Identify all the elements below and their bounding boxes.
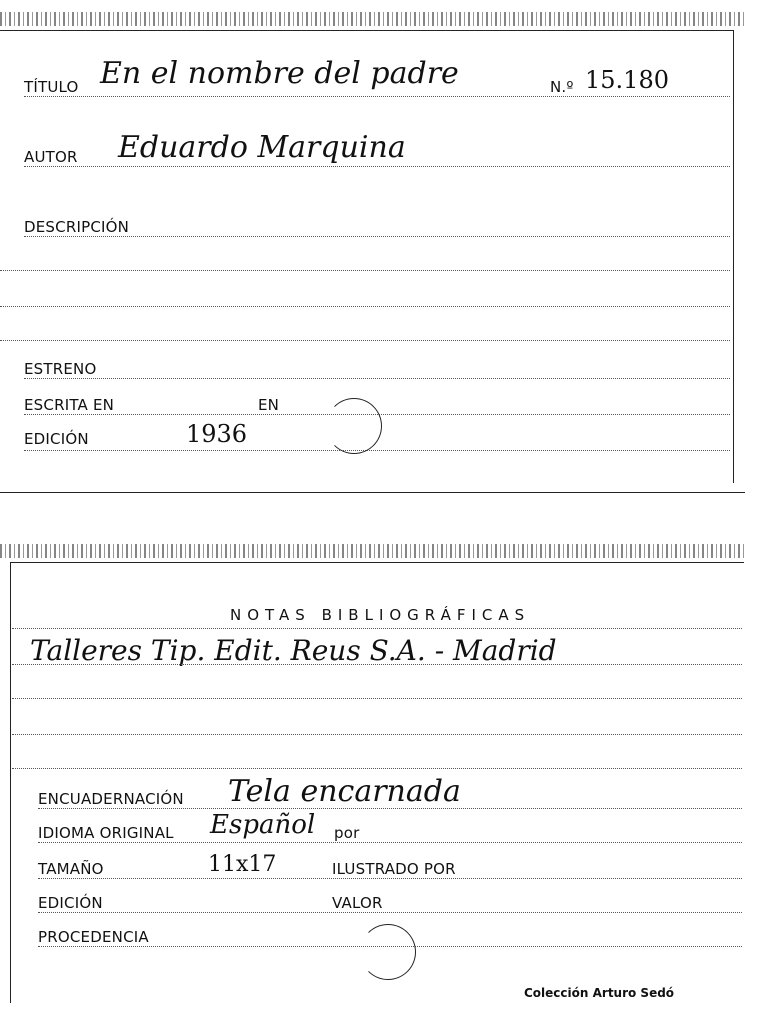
encuadernacion-label: ENCUADERNACIÓN (38, 790, 184, 808)
collection-credit: Colección Arturo Sedó (524, 986, 675, 1000)
card-separator-line (0, 492, 745, 493)
edicion-label-bottom: EDICIÓN (38, 894, 103, 912)
notas-line-5 (12, 768, 742, 769)
idioma-value: Español (210, 810, 316, 840)
descripcion-line-2 (0, 270, 730, 271)
notas-line-4 (12, 734, 742, 735)
descripcion-label: DESCRIPCIÓN (24, 218, 130, 236)
valor-label: VALOR (332, 894, 383, 912)
en-label: EN (258, 396, 280, 414)
titulo-line (24, 96, 730, 97)
edicion-line (24, 450, 730, 451)
notas-heading: NOTAS BIBLIOGRÁFICAS (230, 606, 531, 624)
autor-value: Eduardo Marquina (118, 130, 406, 165)
edicion-value: 1936 (186, 420, 248, 448)
notas-line-2 (12, 664, 742, 665)
autor-line (24, 166, 730, 167)
descripcion-line-1 (24, 236, 730, 237)
descripcion-line-4 (0, 340, 730, 341)
card-edge-texture (0, 544, 745, 558)
ilustrado-label: ILUSTRADO POR (332, 860, 456, 878)
idioma-line (38, 842, 742, 843)
notas-line-3 (12, 698, 742, 699)
notas-value: Talleres Tip. Edit. Reus S.A. - Madrid (30, 634, 557, 667)
notas-line-1 (12, 628, 742, 629)
numero-label: N.º (550, 78, 574, 96)
bottom-catalog-card (0, 540, 745, 1028)
numero-value: 15.180 (585, 66, 669, 94)
edicion-line-bottom (38, 912, 742, 913)
estreno-label: ESTRENO (24, 360, 97, 378)
encuadernacion-line (38, 808, 742, 809)
idioma-label: IDIOMA ORIGINAL (38, 824, 174, 842)
top-catalog-card (0, 0, 745, 492)
estreno-line (24, 378, 730, 379)
descripcion-line-3 (0, 306, 730, 307)
autor-label: AUTOR (24, 148, 78, 166)
tamano-value: 11x17 (208, 852, 277, 877)
escrita-en-label: ESCRITA EN (24, 396, 115, 414)
tamano-label: TAMAÑO (38, 860, 104, 878)
tamano-line (38, 878, 742, 879)
edicion-label: EDICIÓN (24, 430, 89, 448)
encuadernacion-value: Tela encarnada (228, 774, 461, 809)
por-label: por (334, 824, 360, 842)
procedencia-label: PROCEDENCIA (38, 928, 149, 946)
punch-hole-mark (360, 924, 416, 980)
punch-hole-mark (326, 398, 382, 454)
titulo-value: En el nombre del padre (100, 56, 459, 91)
card-edge-texture (0, 12, 745, 26)
titulo-label: TÍTULO (24, 78, 79, 96)
